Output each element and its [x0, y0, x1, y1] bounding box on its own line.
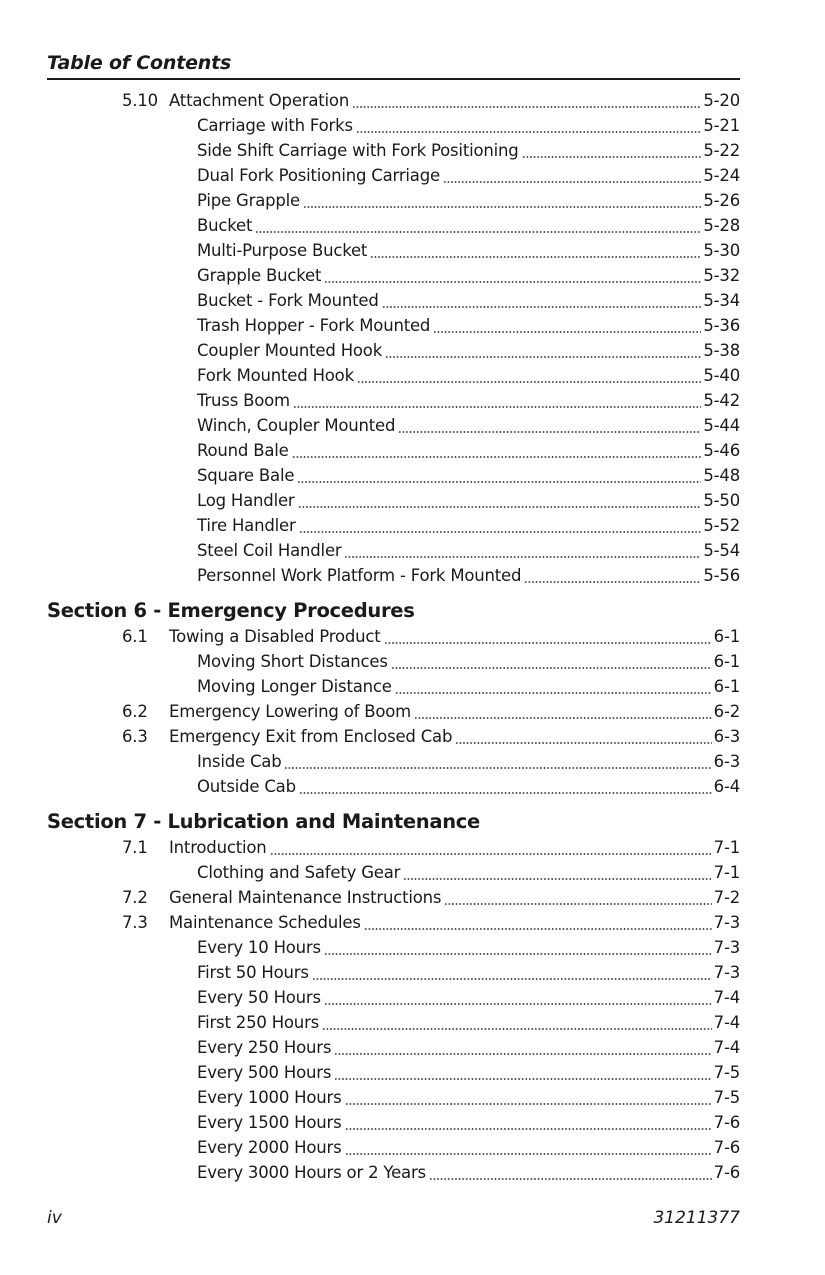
toc-entry-title: First 50 Hours: [197, 963, 309, 982]
toc-entry-title: General Maintenance Instructions: [169, 888, 442, 907]
toc-entry-title: First 250 Hours: [197, 1013, 320, 1032]
toc-entry-label-group: [197, 563, 740, 588]
toc-entry-label-group: [197, 213, 740, 238]
page-header: [47, 50, 740, 80]
toc-entry-label-group: [197, 1085, 740, 1110]
toc-entry-page: 7-3: [713, 913, 740, 932]
dot-leader: [433, 313, 701, 338]
toc-entry[interactable]: [47, 1035, 740, 1060]
toc-entry-label-group: [169, 624, 740, 649]
dot-leader: [356, 113, 701, 138]
toc-entry-page: 5-54: [703, 541, 740, 560]
toc-entry-title: Winch, Coupler Mounted: [197, 416, 396, 435]
toc-entry-label-group: [197, 960, 740, 985]
toc-entry-label-group: [197, 1110, 740, 1135]
toc-entry-page: 5-22: [703, 141, 740, 160]
dot-leader: [345, 1135, 712, 1160]
dot-leader: [299, 774, 712, 799]
toc-entry[interactable]: [47, 538, 740, 563]
toc-entry-page: 5-52: [703, 516, 740, 535]
dot-leader: [298, 488, 702, 513]
toc-entry-label-group: [169, 88, 740, 113]
toc-entry-title: Dual Fork Positioning Carriage: [197, 166, 440, 185]
toc-entry-page: 7-6: [713, 1113, 740, 1132]
toc-entry-label-group: [197, 674, 740, 699]
dot-leader: [403, 860, 711, 885]
dot-leader: [292, 438, 702, 463]
toc-entry-label-group: [197, 1160, 740, 1185]
toc-entry[interactable]: [47, 88, 740, 113]
dot-leader: [357, 363, 701, 388]
toc-entry-title: Every 2000 Hours: [197, 1138, 342, 1157]
dot-leader: [395, 674, 712, 699]
toc-entry-label-group: [169, 885, 740, 910]
toc-entry-label-group: [197, 463, 740, 488]
toc-entry-label-group: [169, 835, 740, 860]
toc-entry-title: Carriage with Forks: [197, 116, 353, 135]
toc-entry[interactable]: [47, 749, 740, 774]
dot-leader: [255, 213, 701, 238]
dot-leader: [297, 463, 701, 488]
toc-entry-title: Log Handler: [197, 491, 295, 510]
toc-entry-page: 6-3: [713, 752, 740, 771]
dot-leader: [398, 413, 701, 438]
toc-entry-title: Tire Handler: [197, 516, 296, 535]
toc-entry-page: 7-1: [713, 838, 740, 857]
toc-entry-label-group: [197, 338, 740, 363]
dot-leader: [312, 960, 712, 985]
toc-entry-label-group: [197, 188, 740, 213]
toc-entry-label-group: [169, 699, 740, 724]
toc-entry-label-group: [197, 860, 740, 885]
toc-entry-page: 5-32: [703, 266, 740, 285]
page-footer: [47, 1208, 740, 1232]
dot-leader: [284, 749, 711, 774]
toc-entry-label-group: [197, 1035, 740, 1060]
toc-entry-page: 6-4: [713, 777, 740, 796]
dot-leader: [364, 910, 712, 935]
toc-entry[interactable]: [47, 674, 740, 699]
toc-entry-label-group: [197, 488, 740, 513]
toc-entry[interactable]: [47, 288, 740, 313]
dot-leader: [299, 513, 702, 538]
toc-entry-title: Grapple Bucket: [197, 266, 322, 285]
toc-entry-page: 5-20: [703, 91, 740, 110]
dot-leader: [370, 238, 701, 263]
toc-entry[interactable]: [47, 985, 740, 1010]
toc-entry-page: 7-6: [713, 1138, 740, 1157]
dot-leader: [334, 1035, 711, 1060]
toc-entry-page: 7-3: [713, 938, 740, 957]
toc-entry[interactable]: [47, 910, 740, 935]
toc-entry-title: Square Bale: [197, 466, 295, 485]
toc-entry-label-group: [197, 649, 740, 674]
toc-section-heading: Section 7 - Lubrication and Maintenance: [47, 810, 480, 833]
toc-entry-page: 5-44: [703, 416, 740, 435]
toc-entry-title: Outside Cab: [197, 777, 296, 796]
toc-entry-label-group: [197, 749, 740, 774]
dot-leader: [345, 1110, 712, 1135]
dot-leader: [270, 835, 712, 860]
toc-entry-title: Every 10 Hours: [197, 938, 321, 957]
dot-leader: [391, 649, 712, 674]
toc-entry-label-group: [197, 935, 740, 960]
toc-entry[interactable]: [47, 699, 740, 724]
toc-entry-number: 7.1: [122, 838, 148, 857]
toc-entry-title: Truss Boom: [197, 391, 290, 410]
toc-entry-title: Clothing and Safety Gear: [197, 863, 401, 882]
toc-entry[interactable]: [47, 513, 740, 538]
toc-entry[interactable]: [47, 438, 740, 463]
toc-entry-label-group: [197, 388, 740, 413]
footer-document-number: 31211377: [653, 1208, 740, 1228]
toc-entry[interactable]: [47, 488, 740, 513]
toc-entry[interactable]: [47, 238, 740, 263]
toc-entry[interactable]: [47, 1110, 740, 1135]
toc-entry-page: 7-1: [713, 863, 740, 882]
toc-entry-title: Every 3000 Hours or 2 Years: [197, 1163, 426, 1182]
toc-entry-label-group: [197, 438, 740, 463]
toc-entry-page: 5-28: [703, 216, 740, 235]
toc-entry-number: 5.10: [122, 91, 158, 110]
toc-entry-label-group: [197, 263, 740, 288]
dot-leader: [384, 624, 712, 649]
dot-leader: [322, 1010, 712, 1035]
toc-entry-page: 5-24: [703, 166, 740, 185]
toc-entry-title: Towing a Disabled Product: [169, 627, 381, 646]
toc-entry-title: Emergency Lowering of Boom: [169, 702, 412, 721]
toc-entry-page: 5-21: [703, 116, 740, 135]
toc-entry-label-group: [169, 724, 740, 749]
toc-entry-title: Every 50 Hours: [197, 988, 321, 1007]
dot-leader: [293, 388, 701, 413]
toc-entry-page: 7-4: [713, 988, 740, 1007]
table-of-contents: [47, 88, 740, 1185]
toc-entry-title: Moving Longer Distance: [197, 677, 392, 696]
toc-entry[interactable]: [47, 163, 740, 188]
toc-entry[interactable]: [47, 1085, 740, 1110]
toc-entry-page: 5-34: [703, 291, 740, 310]
toc-entry-label-group: [197, 538, 740, 563]
dot-leader: [345, 1085, 712, 1110]
toc-entry-page: 7-2: [713, 888, 740, 907]
toc-entry[interactable]: [47, 649, 740, 674]
toc-entry[interactable]: [47, 363, 740, 388]
dot-leader: [324, 263, 701, 288]
toc-entry-title: Every 1500 Hours: [197, 1113, 342, 1132]
toc-entry-label-group: [197, 513, 740, 538]
toc-entry-title: Every 500 Hours: [197, 1063, 332, 1082]
toc-entry-title: Attachment Operation: [169, 91, 350, 110]
dot-leader: [334, 1060, 711, 1085]
toc-entry[interactable]: [47, 313, 740, 338]
toc-entry-label-group: [197, 1060, 740, 1085]
toc-entry-page: 5-26: [703, 191, 740, 210]
toc-entry[interactable]: [47, 188, 740, 213]
toc-entry-label-group: [197, 313, 740, 338]
dot-leader: [414, 699, 712, 724]
toc-entry-title: Personnel Work Platform - Fork Mounted: [197, 566, 522, 585]
page-header-title: Table of Contents: [47, 52, 232, 74]
toc-entry-page: 6-1: [713, 627, 740, 646]
toc-entry-page: 5-48: [703, 466, 740, 485]
toc-entry-number: 6.2: [122, 702, 148, 721]
dot-leader: [352, 88, 701, 113]
toc-entry[interactable]: [47, 413, 740, 438]
toc-entry-title: Round Bale: [197, 441, 289, 460]
toc-entry[interactable]: [47, 624, 740, 649]
toc-entry[interactable]: [47, 724, 740, 749]
toc-entry-label-group: [197, 774, 740, 799]
toc-entry-label-group: [197, 363, 740, 388]
toc-entry-page: 6-2: [713, 702, 740, 721]
toc-entry[interactable]: [47, 1160, 740, 1185]
toc-entry-title: Steel Coil Handler: [197, 541, 342, 560]
toc-entry-title: Maintenance Schedules: [169, 913, 361, 932]
toc-entry-page: 5-56: [703, 566, 740, 585]
toc-entry-title: Trash Hopper - Fork Mounted: [197, 316, 431, 335]
toc-entry-title: Moving Short Distances: [197, 652, 388, 671]
dot-leader: [522, 138, 702, 163]
toc-entry-number: 6.1: [122, 627, 148, 646]
toc-entry-label-group: [197, 985, 740, 1010]
toc-entry-page: 5-40: [703, 366, 740, 385]
toc-entry-label-group: [197, 163, 740, 188]
toc-entry-page: 5-30: [703, 241, 740, 260]
toc-entry[interactable]: [47, 1010, 740, 1035]
toc-entry[interactable]: [47, 1060, 740, 1085]
dot-leader: [429, 1160, 712, 1185]
toc-entry-page: 7-4: [713, 1013, 740, 1032]
toc-entry-title: Side Shift Carriage with Fork Positioning: [197, 141, 519, 160]
toc-entry-page: 5-42: [703, 391, 740, 410]
toc-entry-number: 6.3: [122, 727, 148, 746]
footer-page-number: iv: [47, 1208, 62, 1228]
toc-entry-title: Multi-Purpose Bucket: [197, 241, 368, 260]
toc-entry[interactable]: [47, 213, 740, 238]
toc-entry-page: 6-1: [713, 652, 740, 671]
dot-leader: [303, 188, 701, 213]
toc-entry[interactable]: [47, 138, 740, 163]
dot-leader: [324, 935, 712, 960]
toc-entry-title: Fork Mounted Hook: [197, 366, 354, 385]
toc-entry-page: 7-6: [713, 1163, 740, 1182]
toc-entry-title: Bucket: [197, 216, 253, 235]
toc-entry-label-group: [197, 288, 740, 313]
toc-entry[interactable]: [47, 860, 740, 885]
toc-entry-label-group: [197, 238, 740, 263]
dot-leader: [524, 563, 701, 588]
toc-entry-page: 5-50: [703, 491, 740, 510]
toc-entry-page: 7-5: [713, 1063, 740, 1082]
toc-entry-label-group: [197, 413, 740, 438]
dot-leader: [443, 163, 701, 188]
toc-entry[interactable]: [47, 563, 740, 588]
toc-entry-title: Introduction: [169, 838, 267, 857]
toc-entry-label-group: [169, 910, 740, 935]
toc-entry-number: 7.3: [122, 913, 148, 932]
toc-entry-title: Emergency Exit from Enclosed Cab: [169, 727, 453, 746]
dot-leader: [444, 885, 711, 910]
toc-entry-page: 6-1: [713, 677, 740, 696]
toc-entry-page: 5-36: [703, 316, 740, 335]
toc-entry-title: Every 1000 Hours: [197, 1088, 342, 1107]
toc-entry-label-group: [197, 1135, 740, 1160]
toc-entry[interactable]: [47, 885, 740, 910]
toc-entry[interactable]: [47, 263, 740, 288]
toc-entry[interactable]: [47, 1135, 740, 1160]
toc-entry-page: 7-3: [713, 963, 740, 982]
dot-leader: [385, 338, 701, 363]
toc-entry[interactable]: [47, 388, 740, 413]
toc-entry-title: Pipe Grapple: [197, 191, 301, 210]
toc-entry[interactable]: [47, 774, 740, 799]
dot-leader: [344, 538, 701, 563]
toc-entry[interactable]: [47, 960, 740, 985]
toc-entry-page: 7-4: [713, 1038, 740, 1057]
toc-entry-page: 5-38: [703, 341, 740, 360]
toc-entry-title: Coupler Mounted Hook: [197, 341, 383, 360]
toc-entry-page: 5-46: [703, 441, 740, 460]
toc-entry-title: Every 250 Hours: [197, 1038, 332, 1057]
toc-entry-title: Bucket - Fork Mounted: [197, 291, 379, 310]
toc-entry[interactable]: [47, 935, 740, 960]
dot-leader: [324, 985, 712, 1010]
toc-entry[interactable]: [47, 113, 740, 138]
toc-entry-label-group: [197, 1010, 740, 1035]
dot-leader: [455, 724, 711, 749]
toc-entry-label-group: [197, 138, 740, 163]
toc-entry[interactable]: [47, 463, 740, 488]
toc-entry[interactable]: [47, 835, 740, 860]
toc-entry-number: 7.2: [122, 888, 148, 907]
toc-section-heading: Section 6 - Emergency Procedures: [47, 599, 415, 622]
toc-entry[interactable]: [47, 338, 740, 363]
toc-entry-page: 7-5: [713, 1088, 740, 1107]
toc-entry-page: 6-3: [713, 727, 740, 746]
dot-leader: [382, 288, 702, 313]
toc-entry-label-group: [197, 113, 740, 138]
toc-entry-title: Inside Cab: [197, 752, 282, 771]
